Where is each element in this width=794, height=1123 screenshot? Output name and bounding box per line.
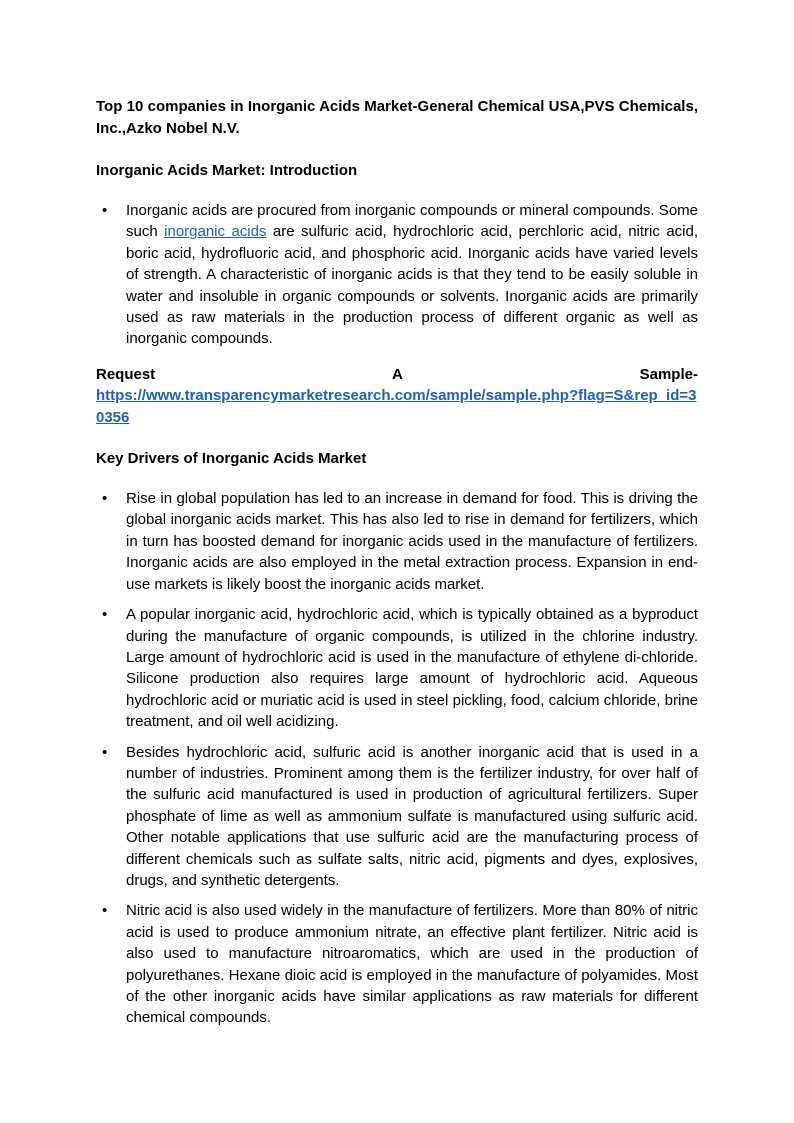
driver-text: Besides hydrochloric acid, sulfuric acid is another inorganic acid that is used in a number of industries. Prominent among them is the fertilizer industry, for over half of the sulfuric acid manufactured is used in production of agricultural fertilizers. Super phosphate of lime as well as ammonium sulfate is manufactured using sulfuric acid. Other notable applications that use sulfuric acid are the manufacturing process of different chemicals such as sulfate salts, nitric acid, pigments and dyes, explosives, drugs, and synthetic detergents. (126, 743, 698, 889)
intro-text-before-link: Inorganic acids are procured from inorganic compounds or mineral compounds. Some such (126, 202, 698, 241)
list-item (96, 604, 698, 732)
intro-bullet-list (96, 200, 698, 350)
intro-text-after-link: are sulfuric acid, hydrochloric acid, perchloric acid, nitric acid, boric acid, hydrofluoric acid, and phosphoric acid. Inorganic acids have varied levels of strength. A characteristic of inorganic acids is that they tend to be easily soluble in water and insoluble in organic compounds or solvents. Inorganic acids are primarily used as raw materials in the production process of different organic as well as inorganic compounds. (126, 223, 699, 348)
request-word: Request (96, 365, 156, 383)
sample-request-link[interactable]: https://www.transparencymarketresearch.com/sample/sample.php?flag=S&rep_id=30356 (96, 387, 697, 426)
driver-text: A popular inorganic acid, hydrochloric acid, which is typically obtained as a byproduct during the manufacture of organic compounds, is utilized in the chlorine industry. Large amount of hydrochloric acid is used in the manufacture of ethylene di-chloride. Silicone production also requires large amount of hydrochloric acid. Aqueous hydrochloric acid or muriatic acid is used in steel pickling, food, calcium chloride, brine treatment, and oil well acidizing. (126, 606, 698, 731)
drivers-bullet-list (96, 488, 698, 1029)
request-sample-block (96, 364, 698, 428)
bullet-glyph: • (102, 902, 108, 920)
bullet-glyph: • (102, 743, 108, 761)
request-sample-label (96, 364, 698, 385)
document-page (96, 96, 698, 1043)
driver-text: Rise in global population has led to an increase in demand for food. This is driving the global inorganic acids market. This has also led to rise in demand for fertilizers, which in turn has boosted demand for inorganic acids used in the manufacture of fertilizers. Inorganic acids are also employed in the metal extraction process. Expansion in end-use markets is likely boost the inorganic acids market. (126, 490, 698, 593)
driver-text: Nitric acid is also used widely in the manufacture of fertilizers. More than 80% of nitric acid is used to produce ammonium nitrate, an effective plant fertilizer. Nitric acid is also used to manufacture nitroaromatics, which are used in the production of polyurethanes. Hexane dioic acid is employed in the manufacture of polyamides. Most of the other inorganic acids have similar applications as raw materials for different chemical compounds. (126, 902, 698, 1027)
sample-word: Sample- (639, 365, 698, 383)
list-item (96, 200, 698, 350)
inorganic-acids-link[interactable]: inorganic acids (164, 223, 267, 241)
bullet-glyph: • (102, 606, 108, 624)
a-word: A (391, 365, 403, 383)
bullet-glyph: • (102, 202, 108, 219)
list-item (96, 900, 698, 1028)
document-title: Top 10 companies in Inorganic Acids Market-General Chemical USA,PVS Chemicals, Inc.,Azko Nobel N.V. (96, 98, 698, 137)
intro-heading: Inorganic Acids Market: Introduction (96, 162, 358, 179)
list-item (96, 742, 698, 892)
list-item (96, 488, 698, 595)
bullet-glyph: • (102, 490, 108, 508)
drivers-heading: Key Drivers of Inorganic Acids Market (96, 450, 367, 468)
